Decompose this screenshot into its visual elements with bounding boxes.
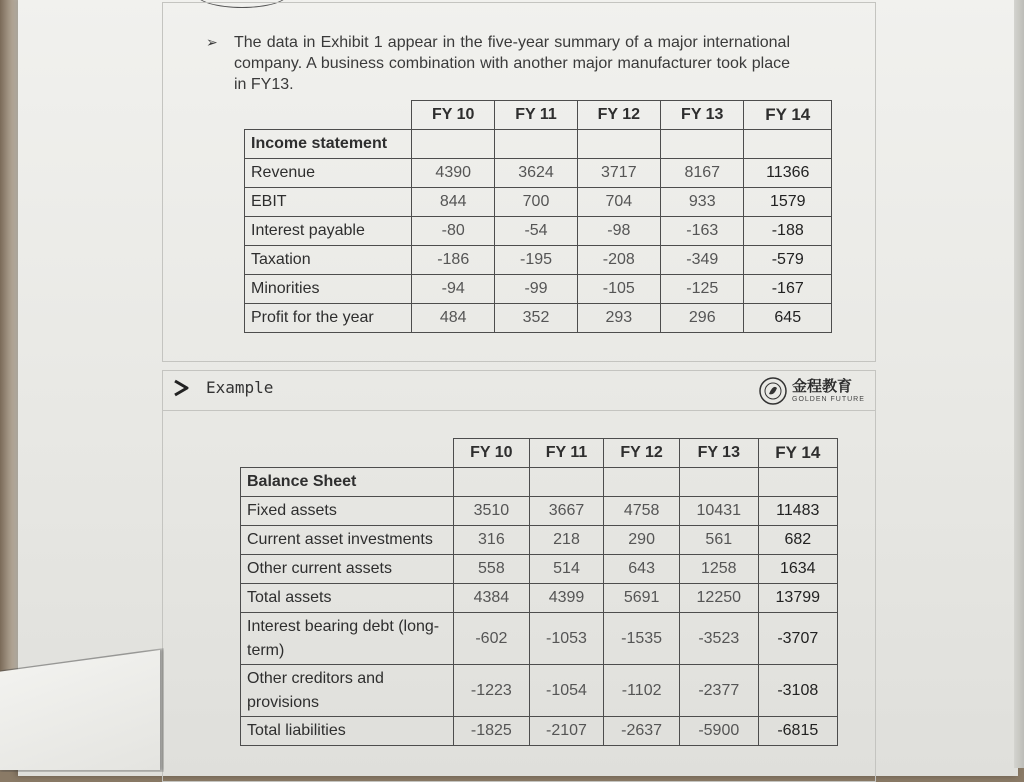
cell: -579 xyxy=(744,246,832,275)
cell: 12250 xyxy=(679,584,758,613)
cell: -3523 xyxy=(679,613,758,665)
header-blank xyxy=(245,101,412,130)
intro-paragraph xyxy=(206,32,790,95)
cell: 933 xyxy=(661,188,744,217)
cell: -1053 xyxy=(529,613,604,665)
cell: 1258 xyxy=(679,555,758,584)
cell: -163 xyxy=(661,217,744,246)
cell: 561 xyxy=(679,526,758,555)
table-header-row xyxy=(241,439,838,468)
example-header xyxy=(172,378,273,397)
table-row xyxy=(245,159,832,188)
cell: -6815 xyxy=(758,717,837,746)
section-title: Income statement xyxy=(245,130,412,159)
table-row xyxy=(245,188,832,217)
income-statement-table xyxy=(244,100,832,333)
table-row xyxy=(245,246,832,275)
cell: -1054 xyxy=(529,665,604,717)
cell: 484 xyxy=(412,304,495,333)
table-row xyxy=(241,584,838,613)
cell: -3108 xyxy=(758,665,837,717)
row-label: Total liabilities xyxy=(241,717,454,746)
table-row xyxy=(245,217,832,246)
cell: -186 xyxy=(412,246,495,275)
cell: -94 xyxy=(412,275,495,304)
cell: 1579 xyxy=(744,188,832,217)
cell: 4758 xyxy=(604,497,680,526)
table-row xyxy=(245,304,832,333)
cell: 514 xyxy=(529,555,604,584)
column-header: FY 12 xyxy=(604,439,680,468)
table-row xyxy=(241,555,838,584)
table-row xyxy=(241,497,838,526)
cell: 4390 xyxy=(412,159,495,188)
column-header: FY 12 xyxy=(577,101,660,130)
cell: -105 xyxy=(577,275,660,304)
cell: 643 xyxy=(604,555,680,584)
cell: 316 xyxy=(454,526,530,555)
logo-text-en: GOLDEN FUTURE xyxy=(792,396,865,403)
cell: 844 xyxy=(412,188,495,217)
row-label: Revenue xyxy=(245,159,412,188)
cell: -1223 xyxy=(454,665,530,717)
cell: -195 xyxy=(495,246,577,275)
row-label: Fixed assets xyxy=(241,497,454,526)
cell: 293 xyxy=(577,304,660,333)
cell: 296 xyxy=(661,304,744,333)
divider xyxy=(162,410,876,411)
cell: -167 xyxy=(744,275,832,304)
column-header: FY 11 xyxy=(529,439,604,468)
cell: -80 xyxy=(412,217,495,246)
cell: 3510 xyxy=(454,497,530,526)
cell: 5691 xyxy=(604,584,680,613)
column-header: FY 14 xyxy=(758,439,837,468)
logo-text-cn: 金程教育 xyxy=(792,377,853,395)
cell: 352 xyxy=(495,304,577,333)
row-label: Current asset investments xyxy=(241,526,454,555)
cell: 218 xyxy=(529,526,604,555)
table-row xyxy=(245,275,832,304)
section-row xyxy=(245,130,832,159)
cell: -208 xyxy=(577,246,660,275)
row-label: Profit for the year xyxy=(245,304,412,333)
table-row xyxy=(241,526,838,555)
cell: 645 xyxy=(744,304,832,333)
column-header: FY 10 xyxy=(412,101,495,130)
cell: -99 xyxy=(495,275,577,304)
row-label: Taxation xyxy=(245,246,412,275)
cell: -5900 xyxy=(679,717,758,746)
cell: 700 xyxy=(495,188,577,217)
cell: 10431 xyxy=(679,497,758,526)
row-label: Interest payable xyxy=(245,217,412,246)
cell: 11366 xyxy=(744,159,832,188)
cell: -188 xyxy=(744,217,832,246)
table-row xyxy=(241,613,838,665)
section-title: Balance Sheet xyxy=(241,468,454,497)
cell: -2377 xyxy=(679,665,758,717)
cell: 3717 xyxy=(577,159,660,188)
cell: 3667 xyxy=(529,497,604,526)
cell: -3707 xyxy=(758,613,837,665)
cell: -602 xyxy=(454,613,530,665)
cell: 290 xyxy=(604,526,680,555)
row-label: Other creditors and provisions xyxy=(241,665,454,717)
row-label: Minorities xyxy=(245,275,412,304)
column-header: FY 13 xyxy=(679,439,758,468)
cell: 1634 xyxy=(758,555,837,584)
column-header: FY 10 xyxy=(454,439,530,468)
cell: 3624 xyxy=(495,159,577,188)
header-blank xyxy=(241,439,454,468)
page-edge xyxy=(1014,0,1024,768)
balance-sheet-table xyxy=(240,438,838,746)
cell: -1825 xyxy=(454,717,530,746)
cell: 558 xyxy=(454,555,530,584)
table-row xyxy=(241,717,838,746)
column-header: FY 14 xyxy=(744,101,832,130)
section-row xyxy=(241,468,838,497)
cell: 682 xyxy=(758,526,837,555)
play-icon xyxy=(172,379,190,397)
cell: -1102 xyxy=(604,665,680,717)
cell: -349 xyxy=(661,246,744,275)
example-label: Example xyxy=(206,378,274,397)
row-label: EBIT xyxy=(245,188,412,217)
cell: -2637 xyxy=(604,717,680,746)
cell: 13799 xyxy=(758,584,837,613)
cell: 4384 xyxy=(454,584,530,613)
cell: 704 xyxy=(577,188,660,217)
intro-text: The data in Exhibit 1 appear in the five-year summary of a major international company. A business combination with another major manufacturer took place in FY13. xyxy=(234,34,790,93)
cell: 11483 xyxy=(758,497,837,526)
cell: -2107 xyxy=(529,717,604,746)
table-row xyxy=(241,665,838,717)
table-header-row xyxy=(245,101,832,130)
row-label: Other current assets xyxy=(241,555,454,584)
brand-logo xyxy=(758,376,865,406)
row-label: Interest bearing debt (long-term) xyxy=(241,613,454,665)
row-label: Total assets xyxy=(241,584,454,613)
cell: -1535 xyxy=(604,613,680,665)
cell: 8167 xyxy=(661,159,744,188)
column-header: FY 11 xyxy=(495,101,577,130)
bullet-arrow-icon: ➢ xyxy=(206,34,218,50)
cell: -54 xyxy=(495,217,577,246)
column-header: FY 13 xyxy=(661,101,744,130)
cell: -98 xyxy=(577,217,660,246)
seal-icon xyxy=(758,376,788,406)
cell: 4399 xyxy=(529,584,604,613)
cell: -125 xyxy=(661,275,744,304)
